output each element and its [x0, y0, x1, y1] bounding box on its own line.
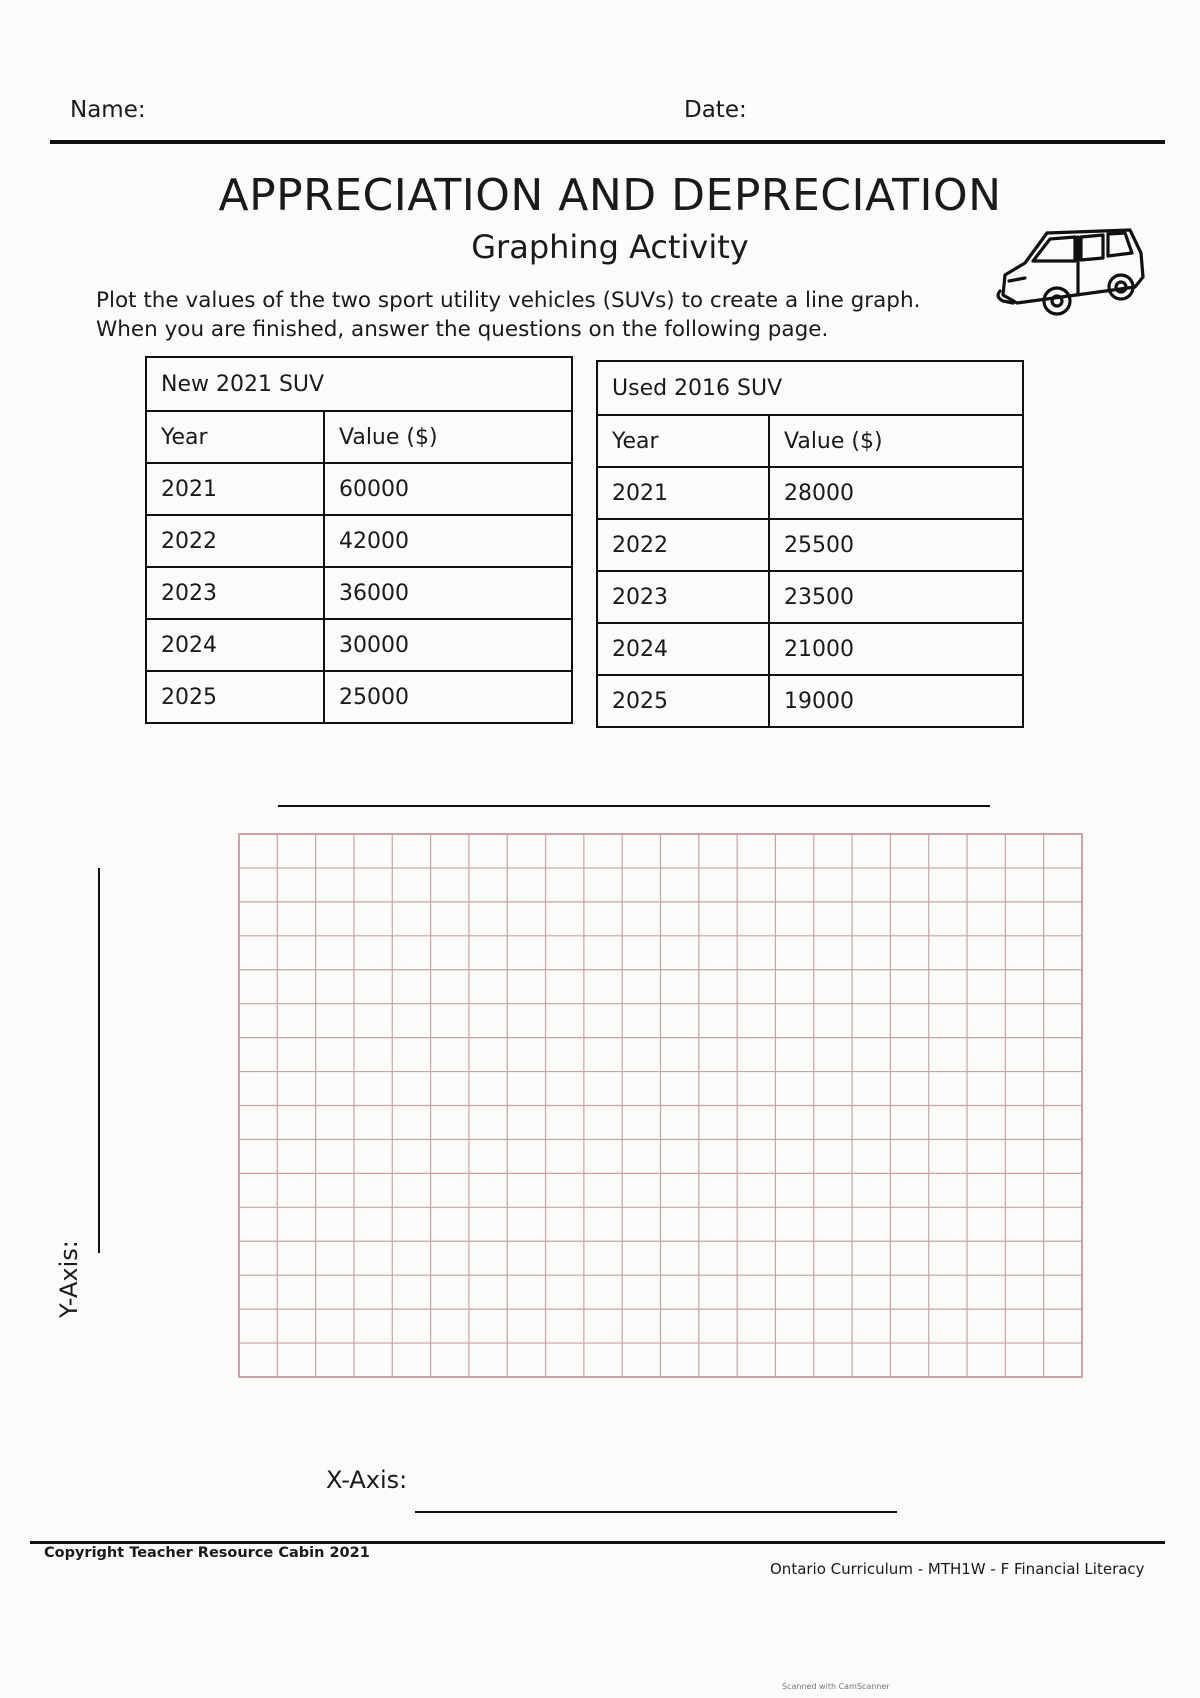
table-cell: 23500 [769, 571, 1023, 623]
name-label: Name: [70, 97, 146, 123]
table-cell: 2023 [146, 567, 324, 619]
table-cell: 2023 [597, 571, 769, 623]
y-axis-label: Y-Axis: [55, 1240, 83, 1318]
instructions-line-1: Plot the values of the two sport utility vehicles (SUVs) to create a line graph. [96, 288, 921, 313]
date-label: Date: [684, 97, 747, 123]
page-title: APPRECIATION AND DEPRECIATION [218, 170, 1002, 221]
table-caption: Used 2016 SUV [597, 361, 1023, 415]
table-header-year: Year [146, 411, 324, 463]
table-header-value: Value ($) [769, 415, 1023, 467]
table-header-year: Year [597, 415, 769, 467]
instructions [96, 286, 996, 344]
table-cell: 2025 [146, 671, 324, 723]
table-cell: 2022 [146, 515, 324, 567]
x-axis-blank [415, 1511, 897, 1513]
table-cell: 2021 [597, 467, 769, 519]
graph-title-blank [278, 805, 990, 807]
footer-rule [30, 1541, 1165, 1544]
table-cell: 28000 [769, 467, 1023, 519]
header-rule [50, 140, 1165, 144]
table-cell: 36000 [324, 567, 572, 619]
table-cell: 2024 [597, 623, 769, 675]
instructions-line-2: When you are finished, answer the questions on the following page. [96, 317, 829, 342]
scanner-watermark: Scanned with CamScanner [782, 1682, 890, 1691]
table-cell: 2022 [597, 519, 769, 571]
graph-grid [238, 833, 1083, 1378]
used-suv-table [596, 360, 1024, 728]
table-cell: 19000 [769, 675, 1023, 727]
table-header-value: Value ($) [324, 411, 572, 463]
new-suv-table [145, 356, 573, 724]
table-cell: 30000 [324, 619, 572, 671]
table-cell: 2024 [146, 619, 324, 671]
table-cell: 21000 [769, 623, 1023, 675]
table-cell: 60000 [324, 463, 572, 515]
page-subtitle: Graphing Activity [471, 228, 749, 266]
x-axis-label: X-Axis: [326, 1466, 408, 1494]
curriculum-text: Ontario Curriculum - MTH1W - F Financial Literacy [770, 1560, 1145, 1578]
suv-car-icon [995, 225, 1145, 325]
table-cell: 25000 [324, 671, 572, 723]
table-cell: 42000 [324, 515, 572, 567]
y-axis-blank [98, 868, 100, 1253]
table-caption: New 2021 SUV [146, 357, 572, 411]
copyright-text: Copyright Teacher Resource Cabin 2021 [44, 1545, 370, 1561]
table-cell: 2025 [597, 675, 769, 727]
table-cell: 25500 [769, 519, 1023, 571]
table-cell: 2021 [146, 463, 324, 515]
